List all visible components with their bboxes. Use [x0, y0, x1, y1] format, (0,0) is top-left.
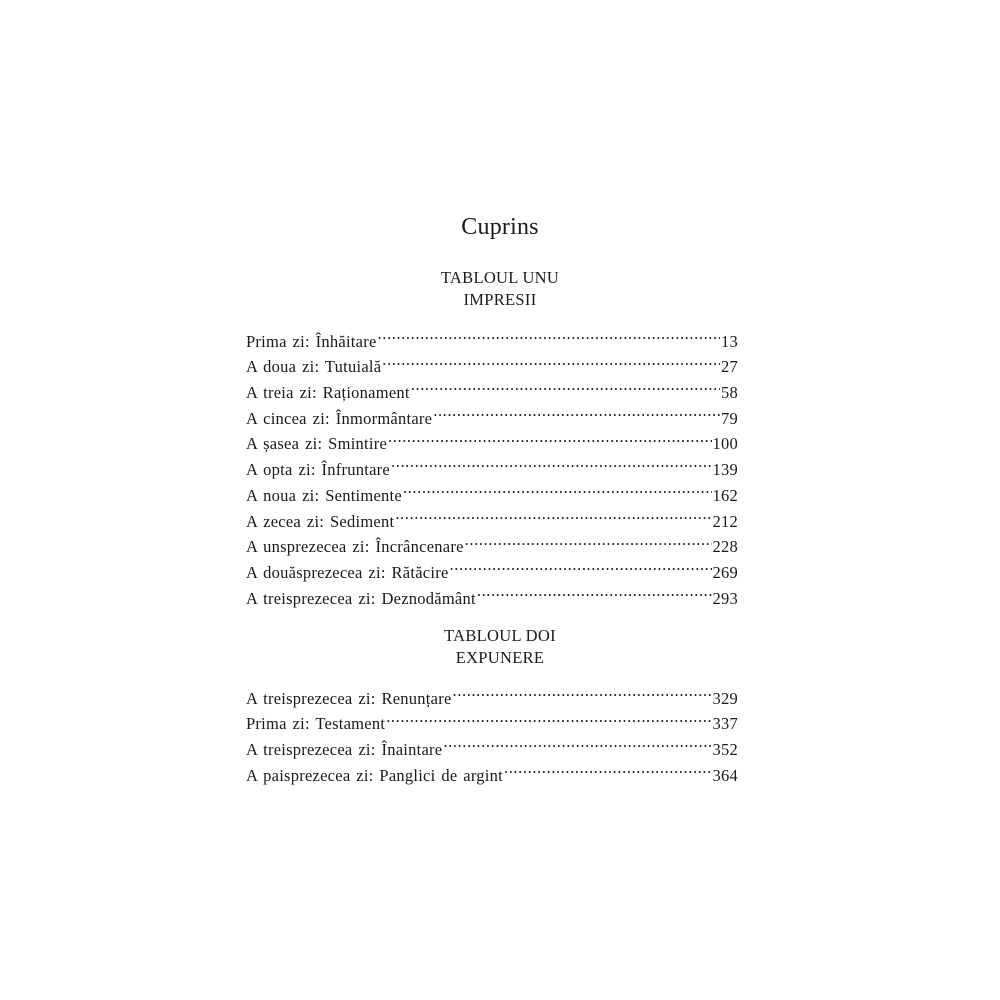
- toc-entry-page-number: 228: [712, 537, 738, 557]
- toc-dot-leader: [504, 755, 712, 781]
- toc-dot-leader: [433, 398, 720, 424]
- toc-entry-page-number: 79: [721, 408, 738, 428]
- toc-entry-page-number: 139: [712, 460, 738, 480]
- toc-dot-leader: [411, 372, 720, 398]
- toc-entry-title: A zecea zi: Sediment: [246, 511, 395, 531]
- section-heading-line1: TABLOUL DOI: [444, 626, 556, 645]
- toc-dot-leader: [386, 704, 711, 730]
- toc-entry-page-number: 293: [712, 588, 738, 608]
- toc-entry-page-number: 27: [721, 357, 738, 377]
- toc-entry-page-number: 337: [712, 714, 738, 734]
- toc-entry-title: A unsprezecea zi: Încrâncenare: [246, 537, 464, 557]
- toc-entry-title: A treisprezecea zi: Deznodământ: [246, 588, 476, 608]
- toc-dot-leader: [477, 578, 712, 604]
- toc-dot-leader: [378, 321, 720, 347]
- toc-entry-page-number: 364: [712, 765, 738, 785]
- section-heading-line1: TABLOUL UNU: [440, 268, 560, 287]
- toc-entry-page-number: 352: [712, 740, 738, 760]
- toc-entry-title: A treia zi: Raționament: [246, 383, 410, 403]
- toc-entry-title: A cincea zi: Înmormântare: [246, 408, 433, 428]
- toc-entry-title: A treisprezecea zi: Renunțare: [246, 688, 452, 708]
- toc-entry: [246, 321, 738, 351]
- toc-entry-title: Prima zi: Testament: [246, 714, 386, 734]
- toc-dot-leader: [382, 347, 720, 373]
- section-heading-2: [0, 625, 1000, 669]
- toc-entry-title: A doua zi: Tutuială: [246, 357, 382, 377]
- page-title: Cuprins: [461, 214, 539, 240]
- section-heading-line2: IMPRESII: [463, 290, 537, 309]
- toc-entry-title: A douăsprezecea zi: Rătăcire: [246, 562, 449, 582]
- toc-dot-leader: [403, 475, 712, 501]
- section-heading-1: [0, 267, 1000, 311]
- toc-list-tabloul-unu: [246, 321, 738, 608]
- toc-entry-page-number: 13: [721, 331, 738, 351]
- toc-entry-page-number: 269: [712, 562, 738, 582]
- toc-dot-leader: [465, 527, 712, 553]
- toc-entry-title: A noua zi: Sentimente: [246, 485, 402, 505]
- toc-dot-leader: [395, 501, 711, 527]
- toc-entry-page-number: 329: [712, 688, 738, 708]
- toc-list-tabloul-doi: [246, 678, 738, 785]
- toc-entry-page-number: 58: [721, 383, 738, 403]
- toc-entry-title: A șasea zi: Smintire: [246, 434, 388, 454]
- toc-dot-leader: [388, 424, 711, 450]
- toc-entry-page-number: 100: [712, 434, 738, 454]
- toc-entry-page-number: 162: [712, 485, 738, 505]
- toc-entry-title: A paisprezecea zi: Panglici de argint: [246, 765, 503, 785]
- toc-dot-leader: [453, 678, 712, 704]
- toc-entry-page-number: 212: [712, 511, 738, 531]
- toc-dot-leader: [450, 552, 712, 578]
- toc-entry: [246, 678, 738, 708]
- section-heading-line2: EXPUNERE: [455, 648, 545, 667]
- toc-entry-title: A opta zi: Înfruntare: [246, 460, 390, 480]
- toc-dot-leader: [391, 449, 712, 475]
- toc-entry-title: A treisprezecea zi: Înaintare: [246, 740, 443, 760]
- toc-dot-leader: [443, 729, 711, 755]
- toc-entry-title: Prima zi: Înhăitare: [246, 331, 377, 351]
